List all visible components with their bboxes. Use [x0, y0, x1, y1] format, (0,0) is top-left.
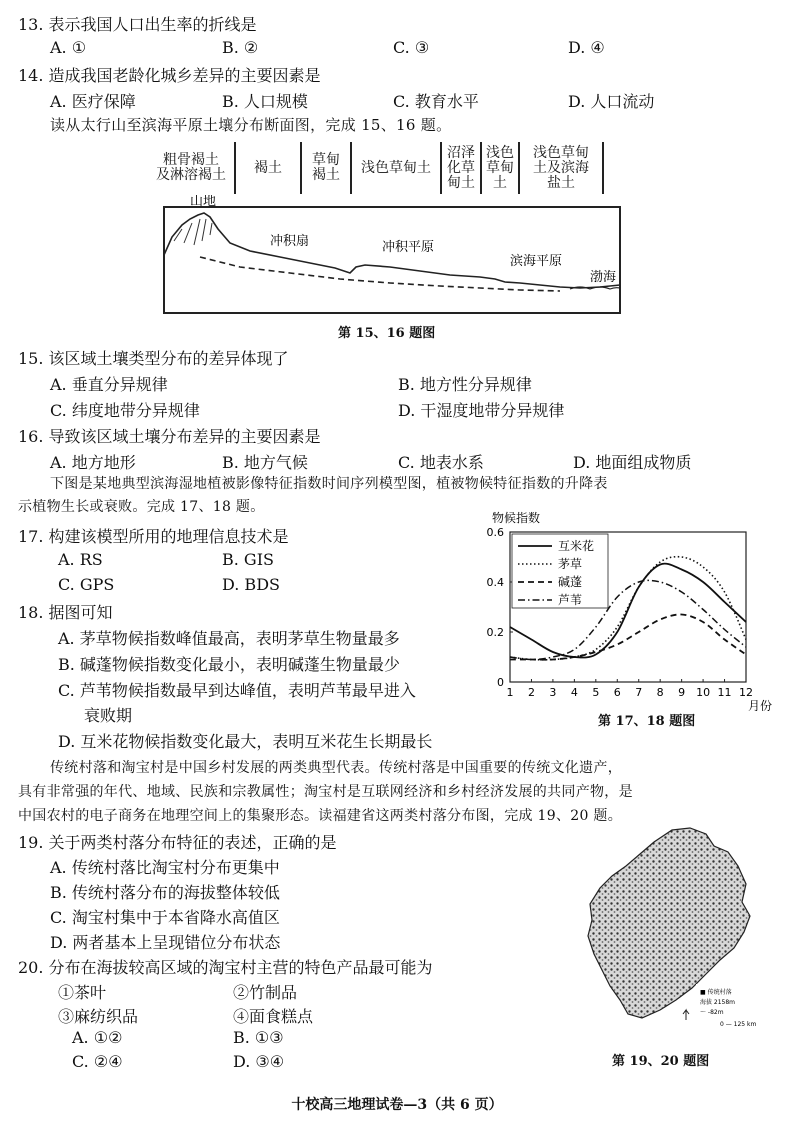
x-tick-label: 9: [678, 686, 686, 699]
q14-option-d[interactable]: D. 人口流动: [568, 92, 655, 111]
soil-label-2: 褐土: [234, 142, 300, 194]
q15-option-d[interactable]: D. 干湿度地带分异规律: [398, 401, 565, 420]
page-footer: 十校高三地理试卷—3（共 6 页）: [291, 1097, 503, 1113]
q14-option-c[interactable]: C. 教育水平: [393, 92, 479, 111]
q16-option-c[interactable]: C. 地表水系: [398, 453, 484, 472]
q19-stem: 19. 关于两类村落分布特征的表述，正确的是: [18, 833, 337, 852]
caption-17-18: 第 17、18 题图: [598, 714, 696, 729]
x-tick-label: 3: [549, 686, 557, 699]
q19-option-b[interactable]: B. 传统村落分布的海拔整体较低: [50, 883, 280, 902]
x-tick-label: 12: [739, 686, 753, 699]
landform-alluvial-plain: 冲积平原: [382, 240, 435, 255]
soil-profile-diagram: [160, 195, 630, 320]
chart-xlabel: 月份: [748, 699, 773, 713]
q20-stem: 20. 分布在海拔较高区域的淘宝村主营的特色产品最可能为: [18, 958, 433, 977]
x-tick-label: 11: [717, 686, 732, 699]
q13-option-a[interactable]: A. ①: [50, 38, 87, 57]
q19-option-a[interactable]: A. 传统村落比淘宝村分布更集中: [50, 858, 280, 877]
q20-option-d[interactable]: D. ③④: [233, 1052, 285, 1071]
q19-option-c[interactable]: C. 淘宝村集中于本省降水高值区: [50, 908, 280, 927]
q16-option-d[interactable]: D. 地面组成物质: [573, 453, 692, 472]
map-scale: 0 — 125 km: [720, 1021, 757, 1028]
q16-stem: 16. 导致该区域土壤分布差异的主要因素是: [18, 427, 321, 446]
soil-label-6: 浅色 草甸 土: [480, 142, 518, 194]
landform-coastal-plain: 滨海平原: [510, 254, 563, 269]
y-tick-label: 0.6: [486, 526, 504, 539]
soil-label-4: 浅色草甸土: [350, 142, 440, 194]
legend-label-2: 茅草: [558, 557, 583, 571]
x-tick-label: 4: [570, 686, 578, 699]
q20-item-2: ②竹制品: [233, 983, 298, 1002]
y-tick-label: 0.2: [486, 626, 504, 639]
series-line-3: [510, 614, 746, 659]
q17-option-b[interactable]: B. GIS: [222, 550, 274, 569]
x-tick-label: 7: [635, 686, 643, 699]
q18-option-c[interactable]: C. 芦苇物候指数最早到达峰值，表明芦苇最早进入: [58, 681, 416, 700]
q18-option-d[interactable]: D. 互米花物候指数变化最大，表明互米花生长期最长: [58, 732, 433, 751]
intro-19-20-line1: 传统村落和淘宝村是中国乡村发展的两类典型代表。传统村落是中国重要的传统文化遗产，: [50, 760, 622, 776]
soil-label-1: 粗骨褐土 及淋溶褐土: [156, 152, 226, 183]
legend-label-4: 芦苇: [558, 593, 583, 607]
q14-stem: 14. 造成我国老龄化城乡差异的主要因素是: [18, 66, 321, 85]
map-legend-high: 海拔 2158m: [700, 999, 736, 1006]
soil-label-3: 草甸 褐土: [300, 142, 350, 194]
q14-option-b[interactable]: B. 人口规模: [222, 92, 308, 111]
legend-label-3: 碱蓬: [558, 575, 583, 589]
q20-item-3: ③麻纺织品: [58, 1007, 139, 1026]
intro-17-18-line1: 下图是某地典型滨海湿地植被影像特征指数时间序列模型图，植被物候特征指数的升降表: [50, 476, 608, 492]
x-tick-label: 8: [656, 686, 664, 699]
q13-stem: 13. 表示我国人口出生率的折线是: [18, 15, 257, 34]
chart-ylabel: 物候指数: [492, 511, 541, 525]
q18-stem: 18. 据图可知: [18, 603, 113, 622]
q16-option-b[interactable]: B. 地方气候: [222, 453, 308, 472]
q20-item-4: ④面食糕点: [233, 1007, 314, 1026]
q17-option-a[interactable]: A. RS: [58, 550, 103, 569]
intro-19-20-line2: 具有非常强的年代、地域、民族和宗教属性；淘宝村是互联网经济和乡村经济发展的共同产物，是: [18, 784, 633, 800]
legend-label-1: 互米花: [558, 539, 595, 553]
q15-option-b[interactable]: B. 地方性分异规律: [398, 375, 532, 394]
landform-alluvial-fan: 冲积扇: [270, 234, 310, 249]
x-tick-label: 2: [527, 686, 535, 699]
landform-bohai: 渤海: [590, 270, 617, 285]
north-arrow-icon: [683, 1010, 689, 1020]
landform-mountain: 山地: [190, 195, 217, 209]
y-tick-label: 0: [497, 676, 504, 689]
q18-option-c-cont: 衰败期: [84, 706, 133, 725]
x-tick-label: 1: [506, 686, 514, 699]
x-tick-label: 6: [613, 686, 621, 699]
q13-option-c[interactable]: C. ③: [393, 38, 430, 57]
q13-option-d[interactable]: D. ④: [568, 38, 605, 57]
x-tick-label: 10: [696, 686, 711, 699]
caption-19-20: 第 19、20 题图: [612, 1054, 710, 1069]
x-tick-label: 5: [592, 686, 600, 699]
q17-stem: 17. 构建该模型所用的地理信息技术是: [18, 527, 289, 546]
q19-option-d[interactable]: D. 两者基本上呈现错位分布状态: [50, 933, 281, 952]
map-legend-low: ～ -82m: [700, 1009, 724, 1016]
map-legend-village: ■ 传统村落: [700, 989, 732, 996]
caption-15-16: 第 15、16 题图: [338, 326, 436, 341]
q18-option-b[interactable]: B. 碱蓬物候指数变化最小，表明碱蓬生物量最少: [58, 655, 400, 674]
q20-option-a[interactable]: A. ①②: [72, 1028, 123, 1047]
q17-option-c[interactable]: C. GPS: [58, 575, 115, 594]
q14-option-a[interactable]: A. 医疗保障: [50, 92, 136, 111]
fujian-village-map: [580, 824, 780, 1046]
q15-option-c[interactable]: C. 纬度地带分异规律: [50, 401, 200, 420]
q13-option-b[interactable]: B. ②: [222, 38, 259, 57]
intro-15-16: 读从太行山至滨海平原土壤分布断面图，完成 15、16 题。: [50, 116, 452, 134]
phenology-chart: [470, 508, 780, 730]
intro-17-18-line2: 示植物生长或衰败。完成 17、18 题。: [18, 499, 265, 515]
q20-option-c[interactable]: C. ②④: [72, 1052, 123, 1071]
intro-19-20-line3: 中国农村的电子商务在地理空间上的集聚形态。读福建省这两类村落分布图，完成 19、20 题。: [18, 808, 623, 824]
q20-option-b[interactable]: B. ①③: [233, 1028, 284, 1047]
y-tick-label: 0.4: [486, 576, 504, 589]
soil-label-5: 沼泽 化草 甸土: [440, 142, 480, 194]
q15-option-a[interactable]: A. 垂直分异规律: [50, 375, 168, 394]
q17-option-d[interactable]: D. BDS: [222, 575, 280, 594]
q18-option-a[interactable]: A. 茅草物候指数峰值最高，表明茅草生物量最多: [58, 629, 400, 648]
q20-item-1: ①茶叶: [58, 983, 107, 1002]
q15-stem: 15. 该区域土壤类型分布的差异体现了: [18, 349, 289, 368]
q16-option-a[interactable]: A. 地方地形: [50, 453, 136, 472]
soil-label-7: 浅色草甸 土及滨海 盐土: [518, 142, 604, 194]
